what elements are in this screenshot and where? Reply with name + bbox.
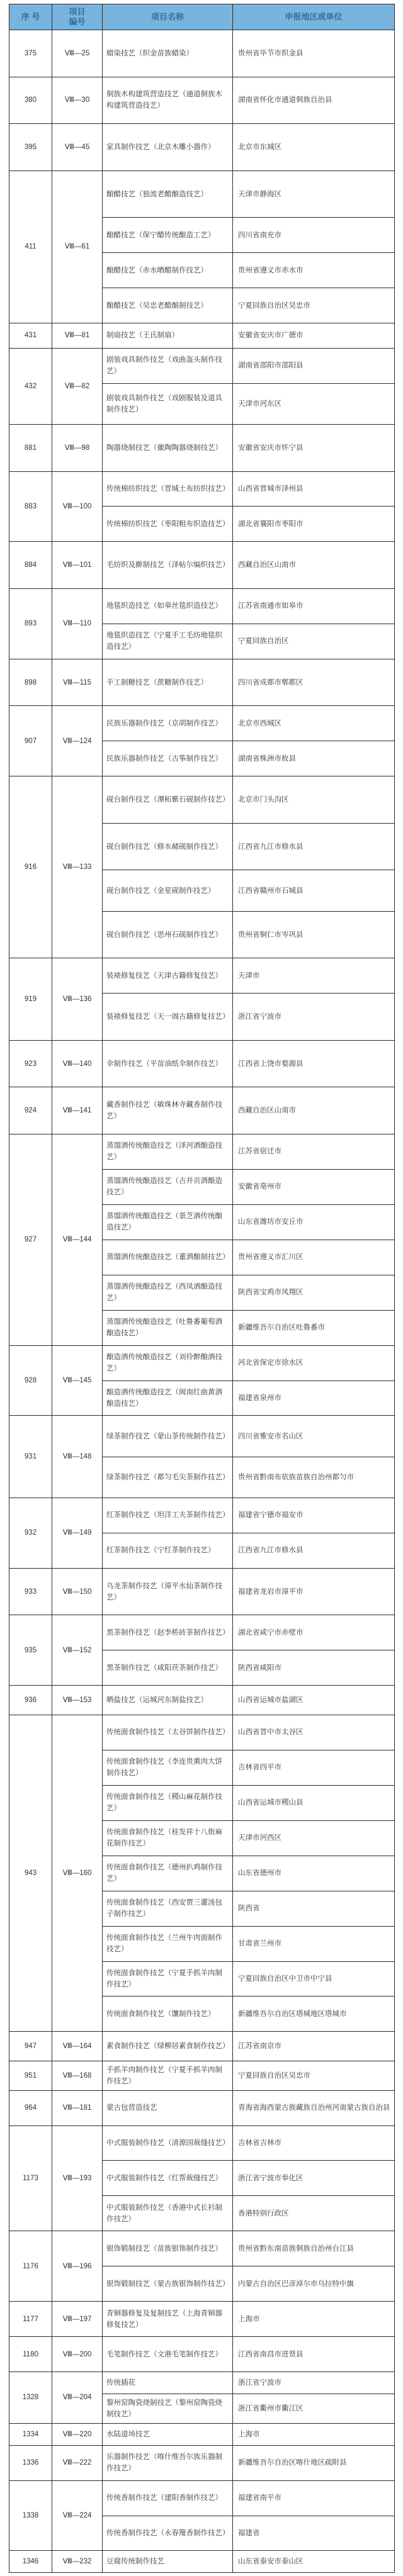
project-name-cell: 酿醋技艺（保宁醋传统酿造工艺） bbox=[103, 218, 233, 253]
project-name-cell: 黑茶制作技艺（咸阳茯茶制作技艺） bbox=[103, 1650, 233, 1686]
header-name: 项目名称 bbox=[103, 4, 233, 30]
region-cell: 江苏省宿迁市 bbox=[233, 1134, 395, 1169]
table-row bbox=[9, 958, 395, 994]
project-name-cell: 砚台制作技艺（修水赭砚制作技艺） bbox=[103, 823, 233, 870]
table-row bbox=[9, 1087, 395, 1134]
project-name-cell: 传统面食制作技艺（馕制作技艺） bbox=[103, 1996, 233, 2032]
region-cell: 江西省上饶市婺源县 bbox=[233, 1040, 395, 1087]
code-cell: Ⅷ—30 bbox=[52, 77, 103, 124]
region-cell: 吉林省四平市 bbox=[233, 1750, 395, 1785]
seq-cell: 928 bbox=[9, 1345, 52, 1416]
code-cell: Ⅷ—196 bbox=[52, 2231, 103, 2302]
table-row bbox=[9, 424, 395, 471]
project-name-cell: 黎州窑陶瓷烧制技艺（黎州窑陶瓷烧制技艺） bbox=[103, 2394, 233, 2424]
project-name-cell: 毛纺织及擀制技艺（泽帖尔编织技艺） bbox=[103, 542, 233, 589]
code-cell: Ⅷ—222 bbox=[52, 2445, 103, 2480]
project-name-cell: 中式服装制作技艺（清源国裁缝技艺） bbox=[103, 2125, 233, 2161]
seq-cell: 1334 bbox=[9, 2423, 52, 2445]
region-cell: 山东省泰安市泰山区 bbox=[233, 2551, 395, 2573]
project-name-cell: 酿造酒传统酿造技艺（刘伶醉酿酒技艺） bbox=[103, 1345, 233, 1380]
header-seq: 序 号 bbox=[9, 4, 52, 30]
code-cell: Ⅷ—101 bbox=[52, 542, 103, 589]
project-name-cell: 传统面食制作技艺（稷山麻花制作技艺） bbox=[103, 1785, 233, 1820]
table-row bbox=[9, 2302, 395, 2337]
project-name-cell: 传统面食制作技艺（西安贾三灌汤包子制作技艺） bbox=[103, 1891, 233, 1926]
code-cell: Ⅷ—25 bbox=[52, 30, 103, 77]
region-cell: 湖北省咸宁市赤壁市 bbox=[233, 1615, 395, 1650]
seq-cell: 1173 bbox=[9, 2125, 52, 2231]
code-cell: Ⅷ—148 bbox=[52, 1416, 103, 1498]
table-row bbox=[9, 124, 395, 171]
seq-cell: 1180 bbox=[9, 2337, 52, 2372]
code-cell: Ⅷ—204 bbox=[52, 2372, 103, 2424]
region-cell: 西藏自治区山南市 bbox=[233, 542, 395, 589]
code-cell: Ⅷ—193 bbox=[52, 2125, 103, 2231]
code-cell: Ⅷ—160 bbox=[52, 1715, 103, 2031]
table-row bbox=[9, 706, 395, 741]
region-cell: 江西省九江市修水县 bbox=[233, 823, 395, 870]
code-cell: Ⅷ—152 bbox=[52, 1615, 103, 1686]
region-cell: 山西省运城市盐湖区 bbox=[233, 1686, 395, 1715]
seq-cell: 933 bbox=[9, 1568, 52, 1615]
project-name-cell: 乌龙茶制作技艺（漳平水仙茶制作技艺） bbox=[103, 1568, 233, 1615]
table-row bbox=[9, 2125, 395, 2161]
region-cell: 宁夏回族自治区中卫市中宁县 bbox=[233, 1961, 395, 1996]
code-cell: Ⅷ—133 bbox=[52, 776, 103, 958]
region-cell: 福建省宁德市福安市 bbox=[233, 1498, 395, 1533]
region-cell: 浙江省衢州市衢江区 bbox=[233, 2394, 395, 2424]
seq-cell: 380 bbox=[9, 77, 52, 124]
seq-cell: 884 bbox=[9, 542, 52, 589]
table-row bbox=[9, 1134, 395, 1169]
seq-cell: 951 bbox=[9, 2061, 52, 2091]
project-name-cell: 晒盐技艺（运城河东制盐技艺） bbox=[103, 1686, 233, 1715]
project-name-cell: 黑茶制作技艺（赵李桥砖茶制作技艺） bbox=[103, 1615, 233, 1650]
project-name-cell: 银饰锻制技艺（苗族银饰制作技艺） bbox=[103, 2231, 233, 2266]
code-cell: Ⅷ—140 bbox=[52, 1040, 103, 1087]
seq-cell: 1336 bbox=[9, 2445, 52, 2480]
region-cell: 四川省成都市郫都区 bbox=[233, 659, 395, 706]
region-cell: 湖南省株洲市攸县 bbox=[233, 741, 395, 776]
project-name-cell: 陶器烧制技艺（徽陶陶器烧制技艺） bbox=[103, 424, 233, 471]
project-name-cell: 砚台制作技艺（思州石砚制作技艺） bbox=[103, 911, 233, 958]
project-name-cell: 水陆道场技艺 bbox=[103, 2423, 233, 2445]
project-name-cell: 家具制作技艺（北京木雕小器作） bbox=[103, 124, 233, 171]
header-code: 项目 编号 bbox=[52, 4, 103, 30]
region-cell: 贵州省铜仁市岑巩县 bbox=[233, 911, 395, 958]
region-cell: 天津市 bbox=[233, 958, 395, 994]
region-cell: 山东省潍坊市安丘市 bbox=[233, 1204, 395, 1240]
region-cell: 山西省晋中市太谷区 bbox=[233, 1715, 395, 1750]
region-cell: 河北省保定市徐水区 bbox=[233, 1345, 395, 1380]
code-cell: Ⅷ—181 bbox=[52, 2090, 103, 2125]
seq-cell: 936 bbox=[9, 1686, 52, 1715]
region-cell: 贵州省遵义市汇川区 bbox=[233, 1240, 395, 1275]
project-name-cell: 素食制作技艺（绿柳居素食制作技艺） bbox=[103, 2032, 233, 2061]
seq-cell: 898 bbox=[9, 659, 52, 706]
project-name-cell: 手抓羊肉制作技艺（宁夏手抓羊肉制作技艺） bbox=[103, 2061, 233, 2091]
seq-cell: 919 bbox=[9, 958, 52, 1041]
seq-cell: 927 bbox=[9, 1134, 52, 1345]
project-name-cell: 民族乐器制作技艺（京胡制作技艺） bbox=[103, 706, 233, 741]
project-name-cell: 传统面食制作技艺（太谷饼制作技艺） bbox=[103, 1715, 233, 1750]
project-name-cell: 伞制作技艺（平苗油纸伞制作技艺） bbox=[103, 1040, 233, 1087]
code-cell: Ⅷ—115 bbox=[52, 659, 103, 706]
region-cell: 四川省雅安市名山区 bbox=[233, 1416, 395, 1457]
table-row bbox=[9, 1568, 395, 1615]
project-name-cell: 蜡染技艺（织金苗族蜡染） bbox=[103, 30, 233, 77]
project-name-cell: 毛笔制作技艺（文港毛笔制作技艺） bbox=[103, 2337, 233, 2372]
region-cell: 江苏省南京市 bbox=[233, 2032, 395, 2061]
seq-cell: 893 bbox=[9, 588, 52, 659]
region-cell: 西藏自治区山南市 bbox=[233, 1087, 395, 1134]
seq-cell: 916 bbox=[9, 776, 52, 958]
region-cell: 吉林省吉林市 bbox=[233, 2125, 395, 2161]
project-name-cell: 蒸馏酒传统酿造技艺（西凤酒酿造技艺） bbox=[103, 1275, 233, 1310]
project-name-cell: 酿醋技艺（赤水晒醋制作技艺） bbox=[103, 253, 233, 288]
project-name-cell: 中式服装制作技艺（红帮裁缝技艺） bbox=[103, 2161, 233, 2196]
project-name-cell: 蒙古包营造技艺 bbox=[103, 2090, 233, 2125]
table-row bbox=[9, 542, 395, 589]
region-cell: 江苏省南通市如皋市 bbox=[233, 588, 395, 624]
project-name-cell: 传统面食制作技艺（宁夏手抓羊肉制作技艺） bbox=[103, 1961, 233, 1996]
seq-cell: 924 bbox=[9, 1087, 52, 1134]
table-row bbox=[9, 2032, 395, 2061]
table-row bbox=[9, 2445, 395, 2480]
region-cell: 北京市东城区 bbox=[233, 124, 395, 171]
project-name-cell: 中式服装制作技艺（香港中式长衫制作技艺） bbox=[103, 2196, 233, 2231]
seq-cell: 395 bbox=[9, 124, 52, 171]
seq-cell: 931 bbox=[9, 1416, 52, 1498]
code-cell: Ⅷ—82 bbox=[52, 348, 103, 424]
region-cell: 甘肃省兰州市 bbox=[233, 1926, 395, 1961]
region-cell: 上海市 bbox=[233, 2423, 395, 2445]
region-cell: 山西省晋城市泽州县 bbox=[233, 471, 395, 507]
code-cell: Ⅷ—150 bbox=[52, 1568, 103, 1615]
code-cell: Ⅷ—200 bbox=[52, 2337, 103, 2372]
region-cell: 贵州省黔东南苗族侗族自治州台江县 bbox=[233, 2231, 395, 2266]
table-row bbox=[9, 77, 395, 124]
region-cell: 北京市西城区 bbox=[233, 706, 395, 741]
region-cell: 天津市河东区 bbox=[233, 383, 395, 424]
code-cell: Ⅷ—144 bbox=[52, 1134, 103, 1345]
seq-cell: 411 bbox=[9, 171, 52, 323]
region-cell: 山东省德州市 bbox=[233, 1856, 395, 1891]
table-row bbox=[9, 323, 395, 349]
seq-cell: 1177 bbox=[9, 2302, 52, 2337]
code-cell: Ⅷ—149 bbox=[52, 1498, 103, 1569]
project-name-cell: 蒸馏酒传统酿造技艺（景芝酒传统酿造技艺） bbox=[103, 1204, 233, 1240]
project-name-cell: 蒸馏酒传统酿造技艺（泽河酒酿造技艺） bbox=[103, 1134, 233, 1169]
seq-cell: 1338 bbox=[9, 2480, 52, 2551]
table-body bbox=[9, 30, 395, 2573]
seq-cell: 431 bbox=[9, 323, 52, 349]
project-name-cell: 制扇技艺（王氏制扇） bbox=[103, 323, 233, 349]
region-cell: 新疆维吾尔自治区吐鲁番市 bbox=[233, 1310, 395, 1345]
region-cell: 四川省南充市 bbox=[233, 218, 395, 253]
project-name-cell: 传统面食制作技艺（德州扒鸡制作技艺） bbox=[103, 1856, 233, 1891]
project-name-cell: 手工制糖技艺（蔗糖制作技艺） bbox=[103, 659, 233, 706]
region-cell: 浙江省宁波市 bbox=[233, 2372, 395, 2394]
region-cell: 浙江省宁波市 bbox=[233, 994, 395, 1041]
code-cell: Ⅷ—145 bbox=[52, 1345, 103, 1416]
project-name-cell: 民族乐器制作技艺（古筝制作技艺） bbox=[103, 741, 233, 776]
table-row bbox=[9, 2372, 395, 2394]
region-cell: 上海市 bbox=[233, 2302, 395, 2337]
seq-cell: 923 bbox=[9, 1040, 52, 1087]
project-name-cell: 剧装戏具制作技艺（戏剧服装及道具制作技艺） bbox=[103, 383, 233, 424]
region-cell: 安徽省亳州市 bbox=[233, 1169, 395, 1204]
seq-cell: 1176 bbox=[9, 2231, 52, 2302]
project-name-cell: 蒸馏酒传统酿造技艺（董酒酿制技艺） bbox=[103, 1240, 233, 1275]
project-name-cell: 剧装戏具制作技艺（戏曲盔头制作技艺） bbox=[103, 348, 233, 383]
table-row bbox=[9, 2090, 395, 2125]
code-cell: Ⅷ—232 bbox=[52, 2551, 103, 2573]
project-name-cell: 传统香制作技艺（建阳香制作技艺） bbox=[103, 2480, 233, 2516]
table-row bbox=[9, 2551, 395, 2573]
table-row bbox=[9, 171, 395, 218]
table-row bbox=[9, 1040, 395, 1087]
region-cell: 福建省泉州市 bbox=[233, 1380, 395, 1416]
code-cell: Ⅷ—164 bbox=[52, 2032, 103, 2061]
table-row bbox=[9, 1416, 395, 1457]
seq-cell: 883 bbox=[9, 471, 52, 542]
project-table bbox=[9, 4, 395, 2573]
project-name-cell: 传统棉纺织技艺（枣阳粗布织造技艺） bbox=[103, 507, 233, 542]
project-name-cell: 绿茶制作技艺（都匀毛尖茶制作技艺） bbox=[103, 1457, 233, 1498]
project-name-cell: 砚台制作技艺（金星砚制作技艺） bbox=[103, 870, 233, 911]
region-cell: 江西省赣州市石城县 bbox=[233, 870, 395, 911]
code-cell: Ⅷ—220 bbox=[52, 2423, 103, 2445]
seq-cell: 432 bbox=[9, 348, 52, 424]
region-cell: 新疆维吾尔自治区塔城地区塔城市 bbox=[233, 1996, 395, 2032]
table-row bbox=[9, 348, 395, 383]
table-row bbox=[9, 2061, 395, 2091]
region-cell: 陕西省咸阳市 bbox=[233, 1650, 395, 1686]
table-row bbox=[9, 2231, 395, 2266]
code-cell: Ⅷ—168 bbox=[52, 2061, 103, 2091]
project-name-cell: 侗族木构建筑营造技艺（通道侗族木构建筑营造技艺） bbox=[103, 77, 233, 124]
table-row bbox=[9, 659, 395, 706]
region-cell: 天津市静海区 bbox=[233, 171, 395, 218]
table-header-row bbox=[9, 4, 395, 30]
code-cell: Ⅷ—197 bbox=[52, 2302, 103, 2337]
table-row bbox=[9, 1715, 395, 1750]
code-cell: Ⅷ—153 bbox=[52, 1686, 103, 1715]
table-row bbox=[9, 2423, 395, 2445]
table-row bbox=[9, 30, 395, 77]
code-cell: Ⅷ—124 bbox=[52, 706, 103, 776]
seq-cell: 943 bbox=[9, 1715, 52, 2031]
region-cell: 北京市门头沟区 bbox=[233, 776, 395, 824]
project-name-cell: 乐器制作技艺（喀什维吾尔族乐器制作技艺） bbox=[103, 2445, 233, 2480]
seq-cell: 1328 bbox=[9, 2372, 52, 2424]
project-name-cell: 豆腐传统制作技艺 bbox=[103, 2551, 233, 2573]
region-cell: 内蒙古自治区巴彦淖尔市乌拉特中旗 bbox=[233, 2266, 395, 2302]
project-name-cell: 砚台制作技艺（潭柘紫石砚制作技艺） bbox=[103, 776, 233, 824]
region-cell: 福建省龙岩市漳平市 bbox=[233, 1568, 395, 1615]
region-cell: 湖南省怀化市通道侗族自治县 bbox=[233, 77, 395, 124]
project-name-cell: 红茶制作技艺（坦洋工夫茶制作技艺） bbox=[103, 1498, 233, 1533]
table-row bbox=[9, 471, 395, 507]
seq-cell: 932 bbox=[9, 1498, 52, 1569]
project-name-cell: 传统香制作技艺（永春篾香制作技艺） bbox=[103, 2516, 233, 2551]
region-cell: 宁夏回族自治区吴忠市 bbox=[233, 288, 395, 323]
project-name-cell: 藏香制作技艺（敏珠林寺藏香制作技艺） bbox=[103, 1087, 233, 1134]
project-name-cell: 装裱修复技艺（天津古籍修复技艺） bbox=[103, 958, 233, 994]
region-cell: 贵州省黔南布依族苗族自治州都匀市 bbox=[233, 1457, 395, 1498]
region-cell: 福建省 bbox=[233, 2516, 395, 2551]
project-name-cell: 酿醋技艺（独流老醋酿造技艺） bbox=[103, 171, 233, 218]
region-cell: 宁夏回族自治区 bbox=[233, 624, 395, 659]
region-cell: 福建省南平市 bbox=[233, 2480, 395, 2516]
code-cell: Ⅷ—110 bbox=[52, 588, 103, 659]
project-name-cell: 传统插花 bbox=[103, 2372, 233, 2394]
table-row bbox=[9, 588, 395, 624]
table-row bbox=[9, 2480, 395, 2516]
project-name-cell: 装裱修复技艺（天一阁古籍修复技艺） bbox=[103, 994, 233, 1041]
table-row bbox=[9, 1345, 395, 1380]
region-cell: 宁夏回族自治区吴忠市 bbox=[233, 2061, 395, 2091]
project-name-cell: 传统棉纺织技艺（晋城土布纺织技艺） bbox=[103, 471, 233, 507]
seq-cell: 947 bbox=[9, 2032, 52, 2061]
region-cell: 贵州省毕节市织金县 bbox=[233, 30, 395, 77]
seq-cell: 935 bbox=[9, 1615, 52, 1686]
project-name-cell: 传统面食制作技艺（李连贵熏肉大饼制作技艺） bbox=[103, 1750, 233, 1785]
region-cell: 湖北省襄阳市枣阳市 bbox=[233, 507, 395, 542]
code-cell: Ⅷ—224 bbox=[52, 2480, 103, 2551]
project-name-cell: 青铜器修复及复制技艺（上海青铜器修复技艺） bbox=[103, 2302, 233, 2337]
region-cell: 贵州省遵义市赤水市 bbox=[233, 253, 395, 288]
region-cell: 青海省海西蒙古族藏族自治州河南蒙古族自治县 bbox=[233, 2090, 395, 2125]
header-region: 申报地区或单位 bbox=[233, 4, 395, 30]
project-name-cell: 地毯织造技艺（如皋丝毯织造技艺） bbox=[103, 588, 233, 624]
table-row bbox=[9, 776, 395, 824]
region-cell: 江西省南昌市进贤县 bbox=[233, 2337, 395, 2372]
code-cell: Ⅷ—98 bbox=[52, 424, 103, 471]
seq-cell: 964 bbox=[9, 2090, 52, 2125]
code-cell: Ⅷ—100 bbox=[52, 471, 103, 542]
region-cell: 新疆维吾尔自治区喀什地区疏附县 bbox=[233, 2445, 395, 2480]
seq-cell: 907 bbox=[9, 706, 52, 776]
region-cell: 安徽省安庆市怀宁县 bbox=[233, 424, 395, 471]
table-row bbox=[9, 1498, 395, 1533]
project-name-cell: 酿造酒传统酿造技艺（闽南红曲黄酒酿造技艺） bbox=[103, 1380, 233, 1416]
region-cell: 安徽省安庆市广德市 bbox=[233, 323, 395, 349]
seq-cell: 1346 bbox=[9, 2551, 52, 2573]
project-name-cell: 蒸馏酒传统酿造技艺（古井贡酒酿造技艺） bbox=[103, 1169, 233, 1204]
region-cell: 陕西省 bbox=[233, 1891, 395, 1926]
project-name-cell: 红茶制作技艺（宁红茶制作技艺） bbox=[103, 1533, 233, 1568]
project-name-cell: 绿茶制作技艺（蒙山茶传统制作技艺） bbox=[103, 1416, 233, 1457]
table-row bbox=[9, 2337, 395, 2372]
table-row bbox=[9, 1615, 395, 1650]
code-cell: Ⅷ—136 bbox=[52, 958, 103, 1041]
project-name-cell: 传统面食制作技艺（桂发祥十八街麻花制作技艺） bbox=[103, 1820, 233, 1856]
code-cell: Ⅷ—141 bbox=[52, 1087, 103, 1134]
region-cell: 山西省运城市稷山县 bbox=[233, 1785, 395, 1820]
region-cell: 湖南省邵阳市邵阳县 bbox=[233, 348, 395, 383]
project-name-cell: 传统面食制作技艺（兰州牛肉面制作技艺） bbox=[103, 1926, 233, 1961]
code-cell: Ⅷ—45 bbox=[52, 124, 103, 171]
region-cell: 江西省九江市修水县 bbox=[233, 1533, 395, 1568]
project-name-cell: 银饰锻制技艺（蒙古族银饰制作技艺） bbox=[103, 2266, 233, 2302]
project-name-cell: 酿醋技艺（吴忠老醋酿制技艺） bbox=[103, 288, 233, 323]
seq-cell: 881 bbox=[9, 424, 52, 471]
table-row bbox=[9, 1686, 395, 1715]
region-cell: 香港特别行政区 bbox=[233, 2196, 395, 2231]
region-cell: 天津市河西区 bbox=[233, 1820, 395, 1856]
region-cell: 陕西省宝鸡市凤翔区 bbox=[233, 1275, 395, 1310]
project-name-cell: 地毯织造技艺（宁夏手工毛纺地毯织造技艺） bbox=[103, 624, 233, 659]
code-cell: Ⅷ—61 bbox=[52, 171, 103, 323]
seq-cell: 375 bbox=[9, 30, 52, 77]
region-cell: 浙江省宁波市奉化区 bbox=[233, 2161, 395, 2196]
code-cell: Ⅷ—81 bbox=[52, 323, 103, 349]
project-name-cell: 蒸馏酒传统酿造技艺（吐鲁番葡萄酒酿造技艺） bbox=[103, 1310, 233, 1345]
